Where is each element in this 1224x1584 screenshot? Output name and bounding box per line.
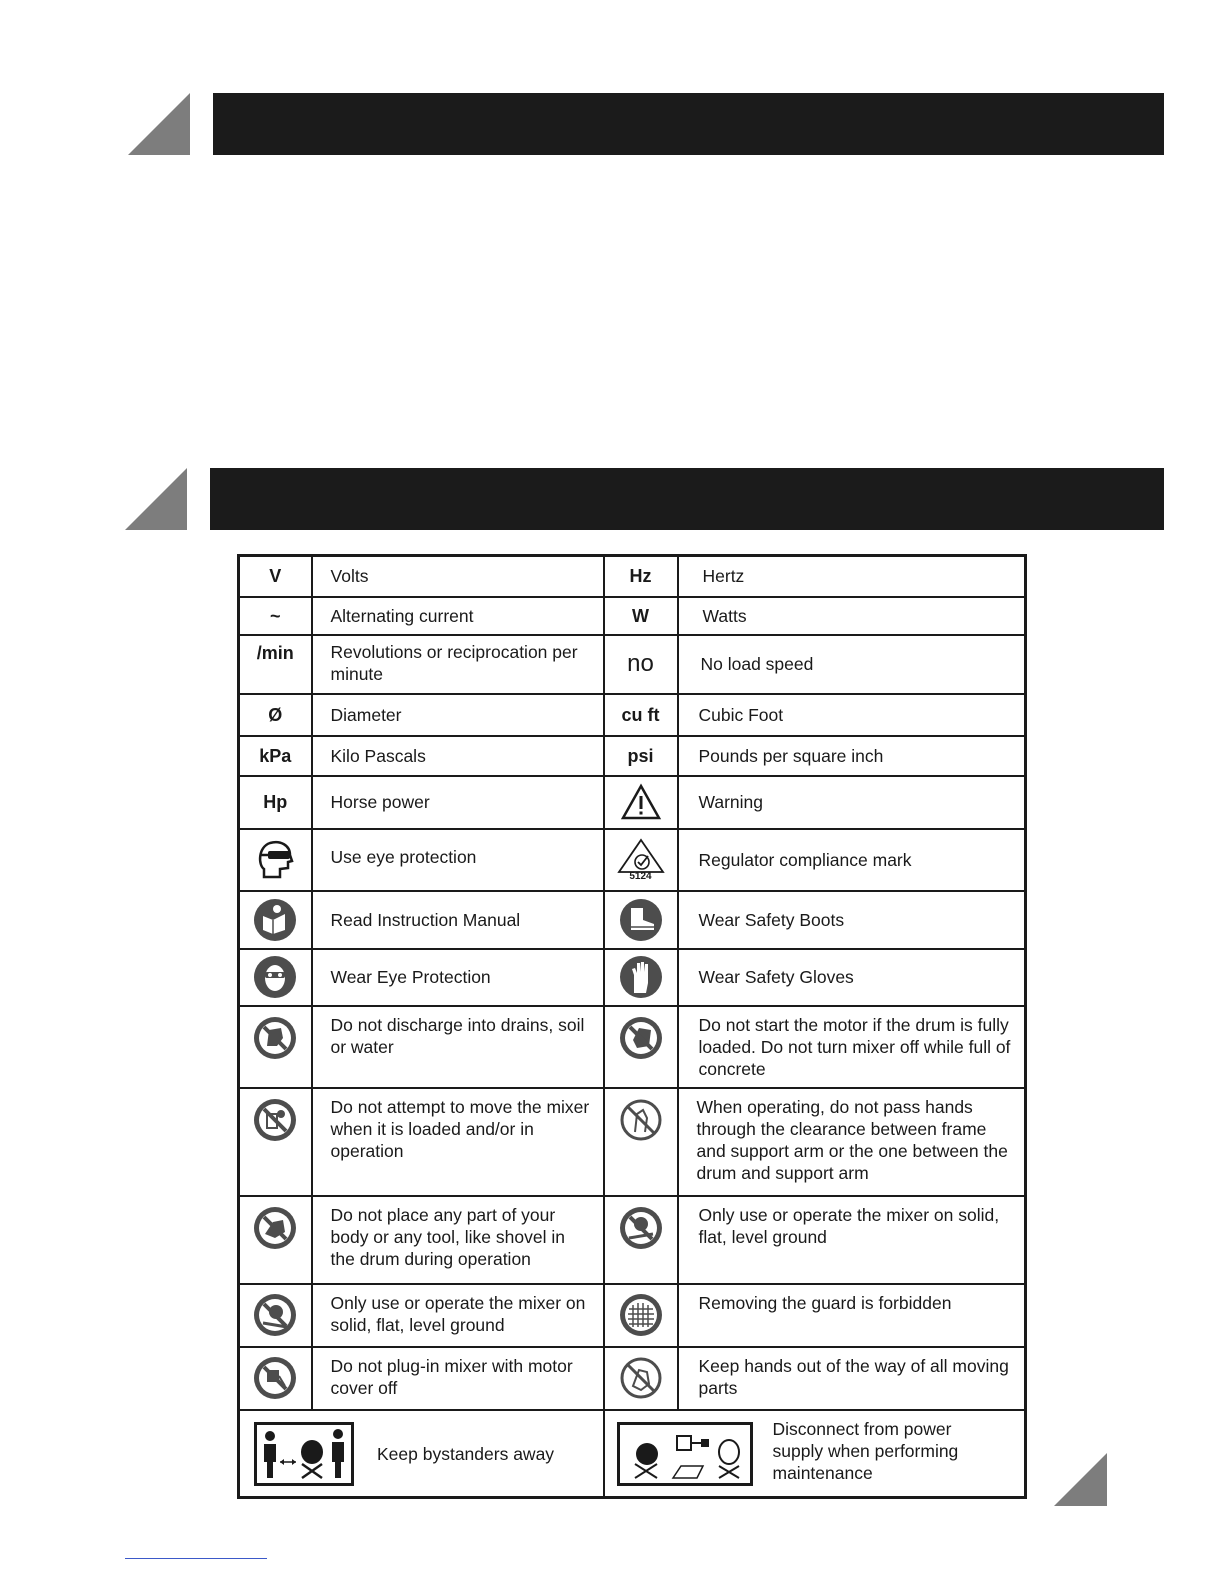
no-body-in-drum-icon [253,1206,297,1250]
table-row [239,1347,1026,1410]
symbol-cell: Hp [239,776,312,829]
symbols-table [237,554,1027,1499]
symbol-cell [239,1196,312,1284]
symbol-cell [604,1006,678,1088]
symbol-cell [239,829,312,891]
header-bar-top [213,93,1164,155]
description-cell: Diameter [312,694,604,736]
regulator-compliance-mark-icon [617,838,665,874]
keep-bystanders-away-icon [254,1422,354,1486]
description-cell: Read Instruction Manual [312,891,604,949]
description-cell: Only use or operate the mixer on solid, flat, level ground [312,1284,604,1347]
table-row [239,556,1026,597]
table-row [239,694,1026,736]
description-cell: Do not attempt to move the mixer when it is loaded and/or in operation [312,1088,604,1196]
symbol-cell [604,776,678,829]
description-cell: Warning [678,776,1026,829]
description-cell: No load speed [678,635,1026,694]
description-cell: Use eye protection [312,829,604,891]
table-row [239,891,1026,949]
description-cell: Regulator compliance mark [678,829,1026,891]
disconnect-power-text: Disconnect from power supply when performing maintenance [772,1418,959,1483]
symbol-cell: kPa [239,736,312,776]
table-row [239,776,1026,829]
table-row [239,1088,1026,1196]
description-cell: Wear Safety Gloves [678,949,1026,1006]
symbol-cell [604,891,678,949]
description-cell: Volts [312,556,604,597]
symbol-cell [604,1196,678,1284]
table-row [239,1006,1026,1088]
symbol-cell: V [239,556,312,597]
symbol-cell [239,1088,312,1196]
symbol-cell: ~ [239,597,312,635]
level-ground-alt-icon [253,1293,297,1337]
table-row [239,1196,1026,1284]
description-cell: Removing the guard is forbidden [678,1284,1026,1347]
header-bar-symbols [210,468,1164,530]
no-move-mixer-icon [253,1098,297,1142]
no-hands-clearance-icon [619,1098,663,1142]
symbol-cell [239,1006,312,1088]
table-row [239,736,1026,776]
symbol-cell: Hz [604,556,678,597]
description-cell: When operating, do not pass hands through the clearance between frame and support arm or the one between the drum and support arm [678,1088,1026,1196]
description-cell: Horse power [312,776,604,829]
table-row [239,597,1026,635]
table-row [239,1410,1026,1498]
footer-link-underline [125,1558,267,1559]
disconnect-power-icon [617,1422,753,1486]
bystanders-text: Keep bystanders away [377,1443,555,1464]
description-cell: Watts [678,597,1026,635]
symbol-cell: cu ft [604,694,678,736]
symbol-cell [239,1284,312,1347]
table-row [239,1284,1026,1347]
description-cell: Do not plug-in mixer with motor cover off [312,1347,604,1410]
safety-boots-icon [619,898,663,942]
symbol-cell [604,1284,678,1347]
symbol-cell: /min [239,635,312,694]
table-row [239,949,1026,1006]
description-cell: Do not discharge into drains, soil or water [312,1006,604,1088]
symbol-cell [604,949,678,1006]
disconnect-power-cell [604,1410,1026,1498]
description-cell: Alternating current [312,597,604,635]
description-cell: Only use or operate the mixer on solid, flat, level ground [678,1196,1026,1284]
description-cell: Hertz [678,556,1026,597]
description-cell: Keep hands out of the way of all moving parts [678,1347,1026,1410]
symbol-cell: W [604,597,678,635]
bystanders-cell [239,1410,604,1498]
level-ground-icon [619,1206,663,1250]
warning-triangle-icon [620,783,662,821]
description-cell: Do not place any part of your body or any tool, like shovel in the drum during operation [312,1196,604,1284]
no-remove-guard-icon [619,1293,663,1337]
symbol-cell [604,1347,678,1410]
description-cell: Wear Eye Protection [312,949,604,1006]
corner-triangle-middle [125,468,187,530]
corner-triangle-bottom [1054,1453,1107,1506]
no-plugin-cover-off-icon [253,1356,297,1400]
regulator-number: 5124 [629,870,652,882]
symbol-cell: no [604,635,678,694]
no-hands-moving-parts-icon [619,1356,663,1400]
symbol-cell [604,829,678,891]
description-cell: Kilo Pascals [312,736,604,776]
symbol-cell: Ø [239,694,312,736]
description-cell: Wear Safety Boots [678,891,1026,949]
no-discharge-icon [253,1016,297,1060]
description-cell: Do not start the motor if the drum is fully loaded. Do not turn mixer off while full of concrete [678,1006,1026,1088]
symbol-cell [604,1088,678,1196]
safety-gloves-icon [619,955,663,999]
table-row [239,635,1026,694]
description-cell: Cubic Foot [678,694,1026,736]
eye-protection-head-icon [254,837,296,883]
symbol-cell [239,949,312,1006]
symbol-cell [239,1347,312,1410]
description-cell: Revolutions or reciprocation per minute [312,635,604,694]
symbol-cell [239,891,312,949]
corner-triangle-top [128,93,190,155]
eye-protection-mask-icon [253,955,297,999]
table-row [239,829,1026,891]
description-cell: Pounds per square inch [678,736,1026,776]
symbol-cell: psi [604,736,678,776]
no-start-loaded-icon [619,1016,663,1060]
read-manual-icon [253,898,297,942]
